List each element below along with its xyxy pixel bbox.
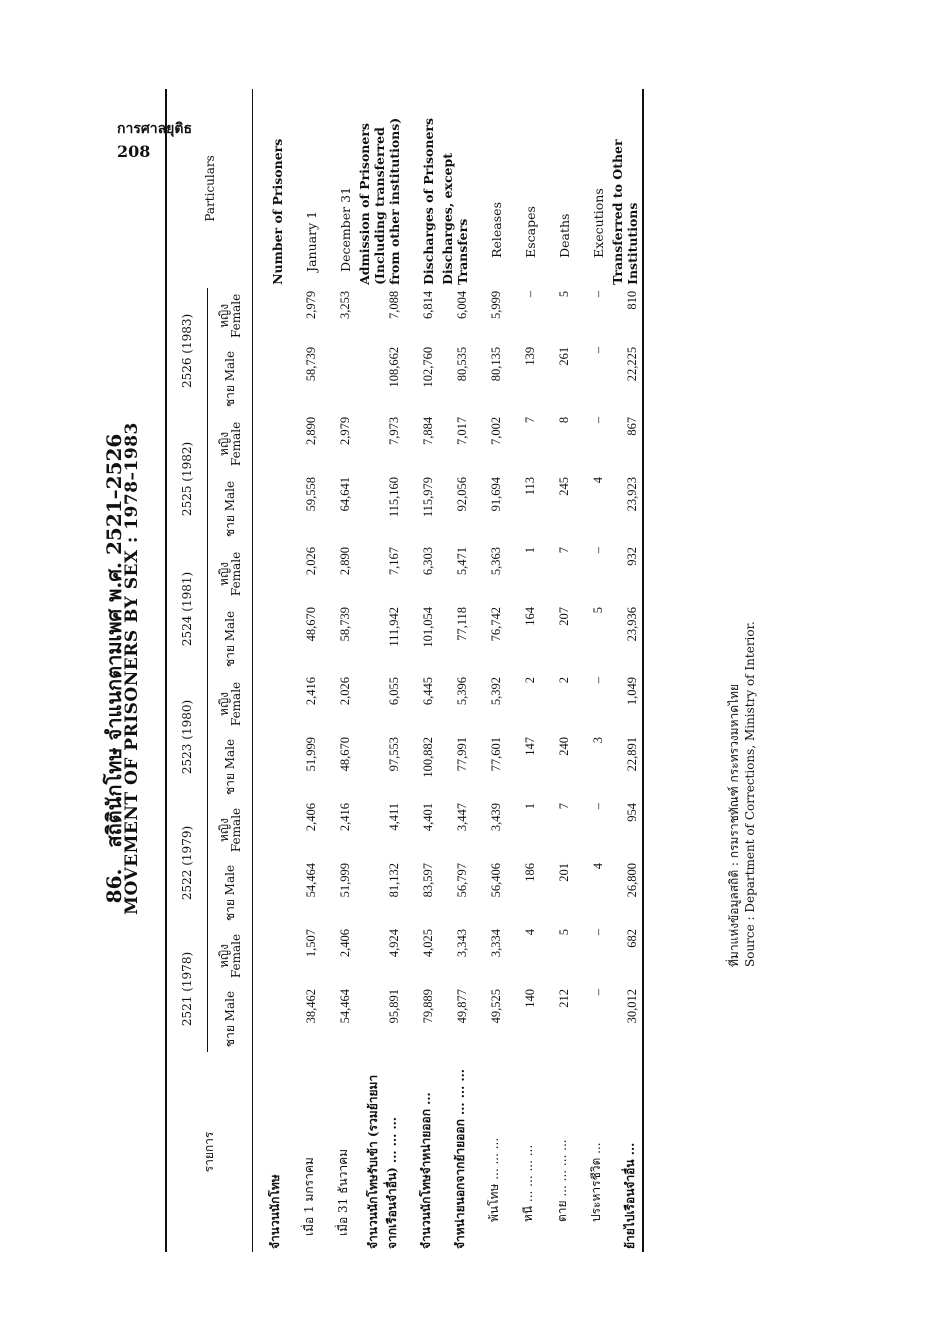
cell-male xyxy=(253,604,288,674)
cell-female: 810 xyxy=(608,288,643,344)
row-label-thai: ย้ายไปเรือนจำอื่น ... xyxy=(608,1052,643,1252)
cell-female: 6,004 xyxy=(455,290,469,320)
cell-female: 3,253 xyxy=(338,290,352,320)
cell-female: 1,049 xyxy=(608,674,643,734)
page-number: 208 xyxy=(117,142,151,161)
cell-female: – xyxy=(591,928,605,936)
female-header: หญิง Female xyxy=(208,926,253,986)
cell-male: 115,160 xyxy=(387,476,401,518)
title-thai-text: สถิตินักโทษ จำแนกตามเพศ พ.ศ. 2521–2526 xyxy=(102,433,126,848)
cell-male: 26,800 xyxy=(608,860,643,926)
cell-female: 7,884 xyxy=(421,416,435,446)
cell-male: – xyxy=(591,346,605,354)
cell-female: 2,026 xyxy=(338,676,352,706)
year-header: 2521 (1978) xyxy=(166,926,208,1052)
cell-male: 212 xyxy=(557,989,571,1008)
year-header: 2524 (1981) xyxy=(166,544,208,674)
cell-male: 56,406 xyxy=(489,862,503,898)
cell-male: 100,882 xyxy=(421,736,435,778)
cell-female: – xyxy=(523,290,537,298)
row-label-english: Transferred to Other Institutions xyxy=(608,89,643,288)
cell-male: 56,797 xyxy=(455,862,469,898)
row-label-english: Executions xyxy=(591,188,606,258)
source-thai: ที่มาแห่งข้อมูลสถิติ : กรมราชทัณฑ์ กระทรวงมหาดไทย xyxy=(727,684,741,967)
row-label-thai: จำนวนนักโทษรับเข้า (รวมย้ายมาจากเรือนจำอื่น) ... ... ... xyxy=(366,1074,399,1249)
cell-male: 51,999 xyxy=(338,862,352,898)
cell-male: 83,597 xyxy=(421,862,435,898)
cell-male: 186 xyxy=(523,862,537,882)
cell-female: 2,416 xyxy=(304,676,318,706)
row-label-english: Releases xyxy=(489,202,504,258)
table-row xyxy=(608,89,643,1252)
cell-male: 38,462 xyxy=(304,989,318,1024)
cell-female: 1,507 xyxy=(304,928,318,958)
cell-male: 3 xyxy=(591,736,605,744)
cell-female: 2,026 xyxy=(304,546,318,576)
cell-male: 91,694 xyxy=(489,476,503,512)
year-header: 2525 (1982) xyxy=(166,414,208,544)
row-label-english: Admission of Prisoners (Including transferred from other institutions) xyxy=(357,117,402,285)
cell-female: – xyxy=(591,676,605,684)
row-label-english: Discharges, except Transfers xyxy=(440,152,470,285)
row-label-english: Discharges of Prisoners xyxy=(421,117,436,285)
cell-male: 30,012 xyxy=(608,986,643,1052)
cell-female xyxy=(253,288,288,344)
cell-male: 92,056 xyxy=(455,476,469,512)
cell-male: 58,739 xyxy=(338,606,352,642)
cell-female: – xyxy=(591,290,605,298)
female-header: หญิง Female xyxy=(208,674,253,734)
cell-male: 77,991 xyxy=(455,736,469,772)
cell-male: 95,891 xyxy=(387,989,401,1024)
year-header: 2523 (1980) xyxy=(166,674,208,800)
cell-female xyxy=(253,414,288,474)
title-english: MOVEMENT OF PRISONERS BY SEX : 1978–1983 xyxy=(122,422,142,915)
female-header: หญิง Female xyxy=(208,414,253,474)
cell-female: 7,088 xyxy=(387,290,401,320)
cell-male: 23,936 xyxy=(608,604,643,674)
cell-male: 245 xyxy=(557,476,571,496)
cell-male xyxy=(253,474,288,544)
year-header: 2526 (1983) xyxy=(166,288,208,414)
cell-female: 3,439 xyxy=(489,802,503,832)
cell-male: 77,118 xyxy=(455,606,469,641)
cell-female: 5,396 xyxy=(455,676,469,706)
row-label-english: Deaths xyxy=(557,213,572,258)
cell-female: 5 xyxy=(557,290,571,298)
cell-female: 5,363 xyxy=(489,546,503,576)
cell-male: 23,923 xyxy=(608,474,643,544)
cell-female: 7 xyxy=(523,416,537,424)
cell-female: 6,445 xyxy=(421,676,435,706)
cell-female: 7,167 xyxy=(387,546,401,576)
table-row xyxy=(540,89,574,1252)
year-header: 2522 (1979) xyxy=(166,800,208,926)
cell-male xyxy=(253,344,288,414)
female-header: หญิง Female xyxy=(208,288,253,344)
cell-male: 22,891 xyxy=(608,734,643,800)
cell-male: 140 xyxy=(523,989,537,1008)
cell-female: 6,814 xyxy=(421,290,435,320)
row-label-thai: หนี ... ... ... ... xyxy=(521,1144,535,1222)
cell-male: 4 xyxy=(591,862,605,870)
cell-male: 5 xyxy=(591,606,605,614)
row-label-thai: พ้นโทษ ... ... ... xyxy=(487,1137,501,1222)
cell-male: 49,525 xyxy=(489,989,503,1024)
male-header: ชาย Male xyxy=(208,344,253,414)
cell-female xyxy=(253,800,288,860)
cell-female: – xyxy=(591,416,605,424)
cell-female: 2,979 xyxy=(338,416,352,446)
row-label-thai: จำหน่ายนอกจากย้ายออก ... ... ... xyxy=(453,1069,467,1249)
cell-female: 7,002 xyxy=(489,416,503,446)
table-number: 86. xyxy=(102,868,126,904)
cell-female: 2,416 xyxy=(338,802,352,832)
cell-female: 2 xyxy=(557,676,571,684)
cell-male: 115,979 xyxy=(421,476,435,518)
table-row xyxy=(404,89,438,1252)
cell-male: 64,641 xyxy=(338,476,352,512)
cell-female: – xyxy=(591,802,605,810)
cell-male xyxy=(253,734,288,800)
table-body xyxy=(253,89,644,1252)
prisoners-table xyxy=(165,89,644,1252)
cell-male: 22,225 xyxy=(608,344,643,414)
cell-male xyxy=(253,860,288,926)
cell-male: 51,999 xyxy=(304,736,318,772)
table-row xyxy=(253,89,288,1252)
row-label-thai: จำนวนนักโทษจำหน่ายออก ... xyxy=(419,1092,433,1249)
cell-male: 77,601 xyxy=(489,736,503,772)
cell-female: 7 xyxy=(557,546,571,554)
cell-female: 2 xyxy=(523,676,537,684)
table-row xyxy=(321,89,355,1252)
cell-female: 1 xyxy=(523,546,537,554)
cell-female: 5,999 xyxy=(489,290,503,320)
thai-particulars-header: รายการ xyxy=(166,1052,253,1252)
cell-female xyxy=(253,544,288,604)
cell-male: 81,132 xyxy=(387,862,401,898)
cell-male: 79,889 xyxy=(421,989,435,1024)
header-text: การศาลยุติธ xyxy=(117,121,193,137)
cell-female: 932 xyxy=(608,544,643,604)
cell-male: 207 xyxy=(557,606,571,626)
female-header: หญิง Female xyxy=(208,544,253,604)
male-header: ชาย Male xyxy=(208,860,253,926)
cell-male: 48,670 xyxy=(338,736,352,772)
cell-female: – xyxy=(591,546,605,554)
table-row xyxy=(287,89,321,1252)
cell-male xyxy=(321,344,355,414)
cell-male: 76,742 xyxy=(489,606,503,642)
row-label-english: Number of Prisoners xyxy=(270,138,285,285)
cell-female: 4 xyxy=(523,928,537,936)
row-label-thai: ตาย ... ... ... ... xyxy=(555,1139,569,1222)
cell-female: 8 xyxy=(557,416,571,424)
cell-female: 1 xyxy=(523,802,537,810)
cell-female: 867 xyxy=(608,414,643,474)
cell-male: 201 xyxy=(557,862,571,882)
cell-female: 3,343 xyxy=(455,928,469,958)
cell-female: 2,406 xyxy=(304,802,318,832)
cell-male: 147 xyxy=(523,736,537,756)
row-label-english: Escapes xyxy=(523,206,538,258)
cell-male: 97,553 xyxy=(387,736,401,772)
row-label-thai: เมื่อ 1 มกราคม xyxy=(302,1157,316,1236)
cell-female: 6,303 xyxy=(421,546,435,576)
row-label-english: January 1 xyxy=(304,210,319,272)
cell-female: 4,401 xyxy=(421,802,435,832)
cell-female: 3,334 xyxy=(489,928,503,958)
cell-female: 7,973 xyxy=(387,416,401,446)
male-header: ชาย Male xyxy=(208,734,253,800)
cell-male: 108,662 xyxy=(387,346,401,388)
row-label-thai: ประหารชีวิต ... xyxy=(589,1142,603,1222)
cell-male: 80,135 xyxy=(489,346,503,382)
cell-female: 2,890 xyxy=(338,546,352,576)
cell-male: 139 xyxy=(523,346,537,366)
cell-male: 240 xyxy=(557,736,571,756)
cell-female: 682 xyxy=(608,926,643,986)
row-label-english: December 31 xyxy=(338,186,353,272)
table-row xyxy=(506,89,540,1252)
cell-male: 113 xyxy=(523,476,537,496)
table-row xyxy=(438,89,472,1252)
cell-female: 3,447 xyxy=(455,802,469,832)
table-row xyxy=(472,89,506,1252)
cell-male: 59,558 xyxy=(304,476,318,512)
cell-male: 101,054 xyxy=(421,606,435,648)
cell-male: – xyxy=(591,989,605,996)
cell-female: 6,055 xyxy=(387,676,401,706)
cell-female: 7,017 xyxy=(455,416,469,446)
cell-female: 4,025 xyxy=(421,928,435,958)
row-label-thai: จำนวนนักโทษ xyxy=(268,1174,282,1249)
row-label-thai: เมื่อ 31 ธันวาคม xyxy=(336,1148,350,1236)
cell-female: 7 xyxy=(557,802,571,810)
source-note xyxy=(726,621,758,967)
cell-male: 261 xyxy=(557,346,571,366)
cell-male: 102,760 xyxy=(421,346,435,388)
male-header: ชาย Male xyxy=(208,604,253,674)
cell-male: 48,670 xyxy=(304,606,318,642)
female-header: หญิง Female xyxy=(208,800,253,860)
cell-female: 954 xyxy=(608,800,643,860)
cell-male: 164 xyxy=(523,606,537,626)
male-header: ชาย Male xyxy=(208,474,253,544)
source-english: Source : Department of Corrections, Ministry of Interior. xyxy=(743,621,757,967)
cell-female: 5,392 xyxy=(489,676,503,706)
cell-female: 2,979 xyxy=(304,290,318,320)
cell-male: 54,464 xyxy=(338,989,352,1024)
cell-male xyxy=(253,986,288,1052)
cell-female xyxy=(253,674,288,734)
table-row xyxy=(355,89,404,1252)
cell-female: 5 xyxy=(557,928,571,936)
cell-male: 111,942 xyxy=(387,606,401,647)
table-row xyxy=(574,89,608,1252)
cell-female: 4,411 xyxy=(387,802,401,831)
year-header-row xyxy=(166,89,208,1252)
cell-female xyxy=(253,926,288,986)
cell-female: 4,924 xyxy=(387,928,401,958)
cell-female: 5,471 xyxy=(455,546,469,576)
cell-male: 49,877 xyxy=(455,989,469,1024)
cell-male: 58,739 xyxy=(304,346,318,382)
cell-male: 54,464 xyxy=(304,862,318,898)
cell-male: 4 xyxy=(591,476,605,484)
male-header: ชาย Male xyxy=(208,986,253,1052)
cell-female: 2,406 xyxy=(338,928,352,958)
en-particulars-header: Particulars xyxy=(166,89,253,288)
cell-female: 2,890 xyxy=(304,416,318,446)
cell-male: 80,535 xyxy=(455,346,469,382)
